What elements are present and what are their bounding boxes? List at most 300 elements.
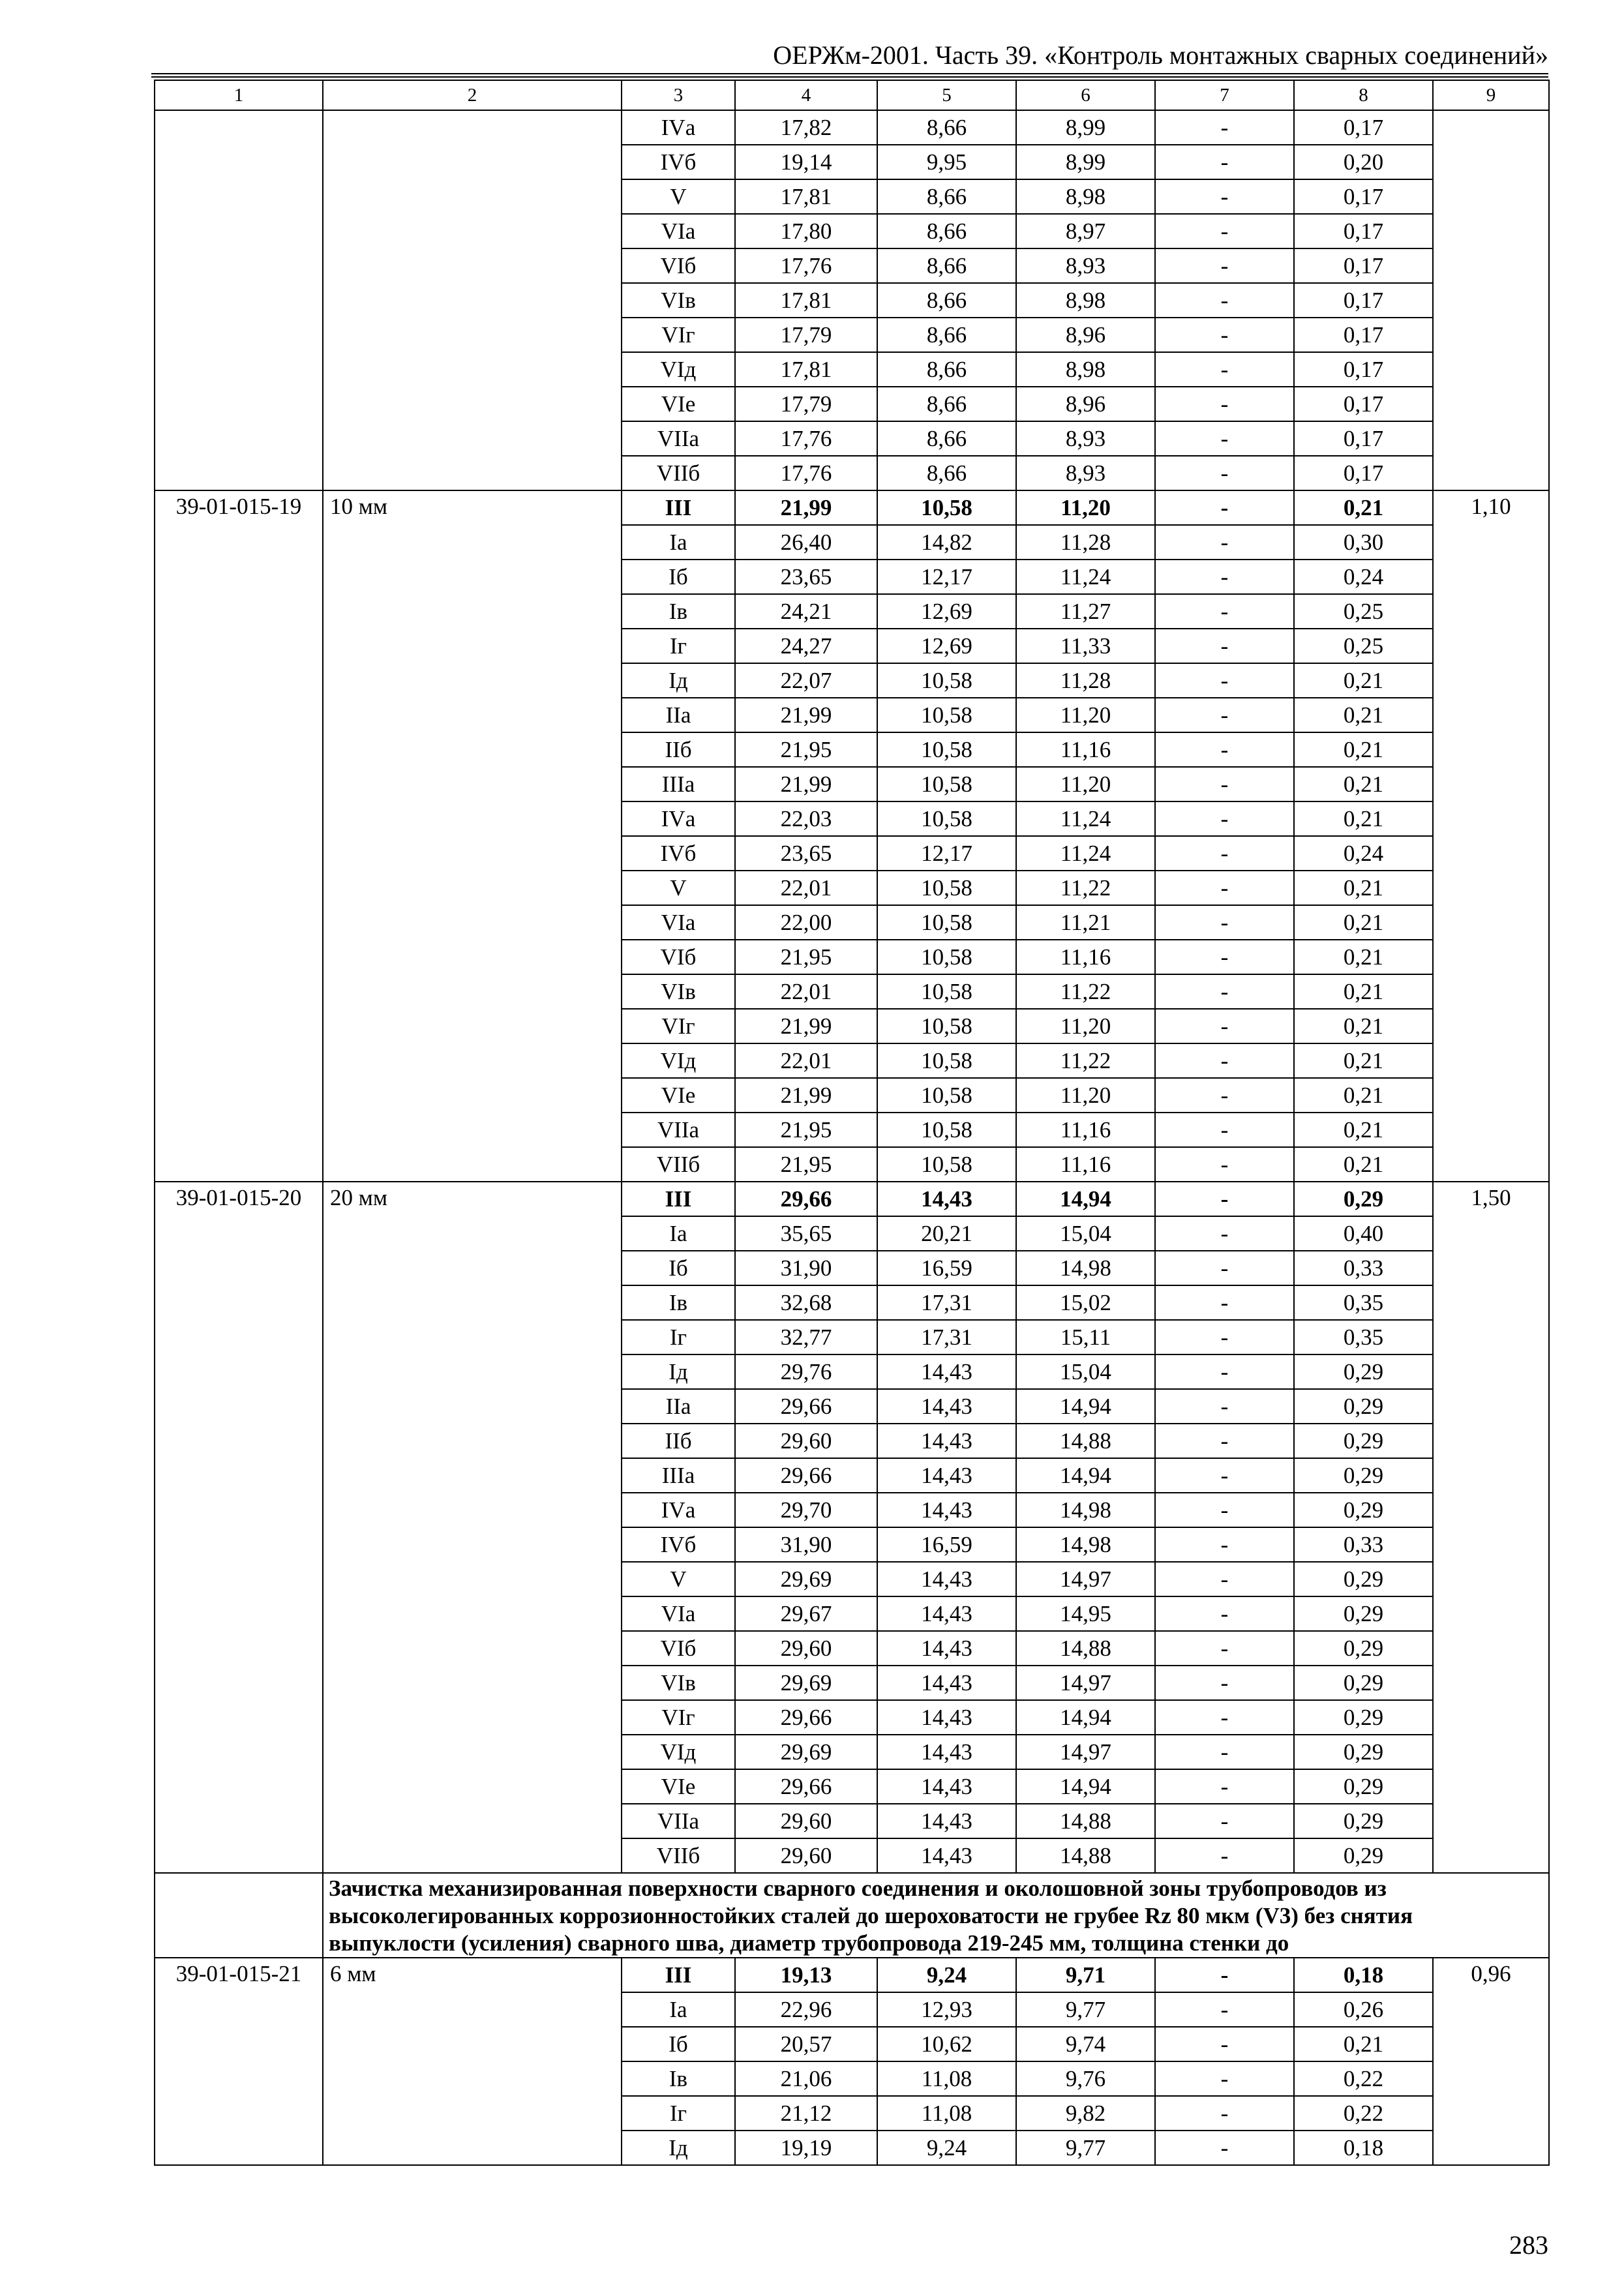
value-cell-col4: 22,96: [735, 1992, 877, 2027]
class-cell: Iб: [622, 1251, 735, 1285]
value-cell-col5: 14,43: [877, 1424, 1016, 1458]
rate-code-cell: 39-01-015-20: [155, 1182, 323, 1873]
class-cell: IVб: [622, 145, 735, 179]
class-cell: VIIа: [622, 1804, 735, 1838]
value-cell-col8: 0,17: [1294, 352, 1433, 387]
value-cell-col5: 9,24: [877, 2131, 1016, 2165]
value-cell-col7: -: [1155, 1009, 1294, 1043]
value-cell-col7: -: [1155, 1389, 1294, 1424]
value-cell-col4: 23,65: [735, 560, 877, 594]
value-cell-col4: 20,57: [735, 2027, 877, 2061]
value-cell-col6: 11,33: [1016, 629, 1155, 663]
value-cell-col4: 32,68: [735, 1285, 877, 1320]
value-cell-col5: 10,58: [877, 1078, 1016, 1113]
value-cell-col8: 0,29: [1294, 1493, 1433, 1527]
value-cell-col8: 0,21: [1294, 1147, 1433, 1182]
value-cell-col4: 21,95: [735, 940, 877, 974]
value-cell-col6: 11,28: [1016, 663, 1155, 698]
section-description: Зачистка механизированная поверхности сварного соединения и околошовной зоны трубопроводов из высоколегированных коррозионностойких сталей до шероховатости не грубее Rz 80 мкм (V3) без снятия выпуклости (усиления) сварного шва, диаметр трубопровода 219-245 мм, толщина стенки до: [323, 1873, 1549, 1958]
value-cell-col7: -: [1155, 1769, 1294, 1804]
value-cell-col6: 11,20: [1016, 767, 1155, 801]
value-cell-col4: 21,95: [735, 1147, 877, 1182]
value-cell-col4: 32,77: [735, 1320, 877, 1354]
value-cell-col8: 0,21: [1294, 2027, 1433, 2061]
col9-cell: 0,96: [1433, 1958, 1549, 2165]
value-cell-col5: 8,66: [877, 387, 1016, 421]
value-cell-col7: -: [1155, 1078, 1294, 1113]
value-cell-col8: 0,29: [1294, 1804, 1433, 1838]
value-cell-col4: 29,69: [735, 1735, 877, 1769]
value-cell-col6: 11,24: [1016, 560, 1155, 594]
value-cell-col4: 22,01: [735, 974, 877, 1009]
value-cell-col7: -: [1155, 1216, 1294, 1251]
value-cell-col6: 14,94: [1016, 1700, 1155, 1735]
value-cell-col7: -: [1155, 1354, 1294, 1389]
value-cell-col5: 11,08: [877, 2096, 1016, 2131]
value-cell-col4: 21,95: [735, 732, 877, 767]
value-cell-col6: 11,16: [1016, 732, 1155, 767]
value-cell-col7: -: [1155, 1992, 1294, 2027]
value-cell-col4: 29,69: [735, 1666, 877, 1700]
class-cell: Iг: [622, 2096, 735, 2131]
value-cell-col5: 14,43: [877, 1493, 1016, 1527]
value-cell-col6: 9,82: [1016, 2096, 1155, 2131]
value-cell-col8: 0,30: [1294, 525, 1433, 560]
column-number: 1: [155, 80, 323, 110]
value-cell-col7: -: [1155, 1285, 1294, 1320]
class-cell: VIе: [622, 1769, 735, 1804]
value-cell-col5: 14,43: [877, 1735, 1016, 1769]
wall-thickness-cell: 6 мм: [323, 1958, 622, 2165]
value-cell-col5: 16,59: [877, 1527, 1016, 1562]
value-cell-col6: 11,20: [1016, 1078, 1155, 1113]
class-cell: VIб: [622, 248, 735, 283]
value-cell-col8: 0,21: [1294, 940, 1433, 974]
class-cell: VIв: [622, 974, 735, 1009]
value-cell-col8: 0,21: [1294, 801, 1433, 836]
value-cell-col6: 14,97: [1016, 1562, 1155, 1596]
value-cell-col5: 10,62: [877, 2027, 1016, 2061]
value-cell-col5: 8,66: [877, 110, 1016, 145]
value-cell-col7: -: [1155, 1493, 1294, 1527]
value-cell-col7: -: [1155, 1182, 1294, 1216]
value-cell-col7: -: [1155, 318, 1294, 352]
value-cell-col5: 9,24: [877, 1958, 1016, 1992]
value-cell-col4: 29,60: [735, 1804, 877, 1838]
table-row: [155, 110, 1549, 145]
rates-table: [154, 80, 1550, 2166]
rate-code-cell: 39-01-015-21: [155, 1958, 323, 2165]
value-cell-col5: 12,69: [877, 629, 1016, 663]
value-cell-col4: 29,66: [735, 1389, 877, 1424]
class-cell: VIг: [622, 1009, 735, 1043]
value-cell-col4: 17,81: [735, 283, 877, 318]
class-cell: Iа: [622, 1216, 735, 1251]
value-cell-col4: 17,76: [735, 456, 877, 490]
value-cell-col6: 11,16: [1016, 1147, 1155, 1182]
value-cell-col8: 0,29: [1294, 1631, 1433, 1666]
value-cell-col4: 21,99: [735, 490, 877, 525]
col9-cell: 1,10: [1433, 490, 1549, 1182]
value-cell-col7: -: [1155, 490, 1294, 525]
value-cell-col7: -: [1155, 283, 1294, 318]
value-cell-col7: -: [1155, 767, 1294, 801]
class-cell: Iа: [622, 525, 735, 560]
value-cell-col7: -: [1155, 940, 1294, 974]
value-cell-col7: -: [1155, 663, 1294, 698]
value-cell-col7: -: [1155, 801, 1294, 836]
value-cell-col8: 0,17: [1294, 387, 1433, 421]
value-cell-col7: -: [1155, 352, 1294, 387]
value-cell-col5: 10,58: [877, 1043, 1016, 1078]
value-cell-col6: 11,21: [1016, 905, 1155, 940]
class-cell: IIIа: [622, 767, 735, 801]
value-cell-col8: 0,29: [1294, 1182, 1433, 1216]
value-cell-col8: 0,21: [1294, 905, 1433, 940]
value-cell-col4: 23,65: [735, 836, 877, 871]
value-cell-col4: 21,99: [735, 1009, 877, 1043]
class-cell: IIIа: [622, 1458, 735, 1493]
wall-thickness-cell: [323, 110, 622, 490]
class-cell: VIа: [622, 1596, 735, 1631]
value-cell-col7: -: [1155, 387, 1294, 421]
value-cell-col8: 0,18: [1294, 2131, 1433, 2165]
value-cell-col6: 14,97: [1016, 1666, 1155, 1700]
value-cell-col5: 10,58: [877, 1009, 1016, 1043]
value-cell-col6: 9,76: [1016, 2061, 1155, 2096]
value-cell-col5: 14,43: [877, 1804, 1016, 1838]
value-cell-col8: 0,29: [1294, 1389, 1433, 1424]
column-number: 4: [735, 80, 877, 110]
value-cell-col6: 14,94: [1016, 1389, 1155, 1424]
value-cell-col5: 14,43: [877, 1666, 1016, 1700]
value-cell-col7: -: [1155, 1735, 1294, 1769]
value-cell-col6: 14,98: [1016, 1251, 1155, 1285]
value-cell-col7: -: [1155, 1458, 1294, 1493]
value-cell-col8: 0,29: [1294, 1354, 1433, 1389]
value-cell-col5: 8,66: [877, 214, 1016, 248]
class-cell: V: [622, 1562, 735, 1596]
table-row: [155, 490, 1549, 525]
column-number: 7: [1155, 80, 1294, 110]
class-cell: IIа: [622, 698, 735, 732]
value-cell-col8: 0,24: [1294, 836, 1433, 871]
value-cell-col5: 12,17: [877, 560, 1016, 594]
value-cell-col6: 14,88: [1016, 1631, 1155, 1666]
value-cell-col7: -: [1155, 214, 1294, 248]
value-cell-col8: 0,29: [1294, 1735, 1433, 1769]
value-cell-col8: 0,17: [1294, 456, 1433, 490]
value-cell-col7: -: [1155, 1527, 1294, 1562]
class-cell: VIд: [622, 1043, 735, 1078]
value-cell-col7: -: [1155, 110, 1294, 145]
value-cell-col7: -: [1155, 1838, 1294, 1873]
class-cell: Iг: [622, 1320, 735, 1354]
class-cell: IIа: [622, 1389, 735, 1424]
value-cell-col5: 8,66: [877, 248, 1016, 283]
value-cell-col6: 11,20: [1016, 1009, 1155, 1043]
value-cell-col4: 21,06: [735, 2061, 877, 2096]
header-rule: [151, 73, 1548, 74]
value-cell-col4: 17,82: [735, 110, 877, 145]
value-cell-col5: 8,66: [877, 352, 1016, 387]
value-cell-col5: 14,43: [877, 1182, 1016, 1216]
value-cell-col4: 26,40: [735, 525, 877, 560]
value-cell-col4: 21,99: [735, 698, 877, 732]
value-cell-col7: -: [1155, 1043, 1294, 1078]
value-cell-col4: 21,99: [735, 767, 877, 801]
value-cell-col4: 22,01: [735, 1043, 877, 1078]
class-cell: IIб: [622, 1424, 735, 1458]
value-cell-col6: 14,88: [1016, 1424, 1155, 1458]
value-cell-col4: 21,95: [735, 1113, 877, 1147]
value-cell-col4: 29,60: [735, 1838, 877, 1873]
value-cell-col6: 8,93: [1016, 248, 1155, 283]
value-cell-col7: -: [1155, 1113, 1294, 1147]
value-cell-col7: -: [1155, 1958, 1294, 1992]
value-cell-col4: 29,66: [735, 1769, 877, 1804]
value-cell-col6: 9,77: [1016, 2131, 1155, 2165]
value-cell-col6: 11,22: [1016, 974, 1155, 1009]
value-cell-col7: -: [1155, 2027, 1294, 2061]
value-cell-col6: 15,02: [1016, 1285, 1155, 1320]
value-cell-col8: 0,17: [1294, 110, 1433, 145]
value-cell-col5: 10,58: [877, 940, 1016, 974]
column-number-row: [155, 80, 1549, 110]
class-cell: Iб: [622, 2027, 735, 2061]
value-cell-col5: 10,58: [877, 490, 1016, 525]
page-number: 283: [1509, 2230, 1548, 2260]
value-cell-col6: 11,16: [1016, 940, 1155, 974]
value-cell-col6: 14,94: [1016, 1769, 1155, 1804]
value-cell-col6: 8,93: [1016, 421, 1155, 456]
value-cell-col8: 0,21: [1294, 871, 1433, 905]
value-cell-col6: 14,94: [1016, 1182, 1155, 1216]
section-blank-cell: [155, 1873, 323, 1958]
rate-code-cell: [155, 110, 323, 490]
column-number: 3: [622, 80, 735, 110]
value-cell-col7: -: [1155, 1424, 1294, 1458]
value-cell-col7: -: [1155, 145, 1294, 179]
class-cell: VIг: [622, 1700, 735, 1735]
value-cell-col8: 0,40: [1294, 1216, 1433, 1251]
value-cell-col6: 14,88: [1016, 1838, 1155, 1873]
value-cell-col7: -: [1155, 836, 1294, 871]
value-cell-col6: 8,96: [1016, 387, 1155, 421]
value-cell-col5: 14,43: [877, 1769, 1016, 1804]
value-cell-col5: 17,31: [877, 1285, 1016, 1320]
value-cell-col7: -: [1155, 2096, 1294, 2131]
value-cell-col4: 35,65: [735, 1216, 877, 1251]
value-cell-col6: 9,77: [1016, 1992, 1155, 2027]
value-cell-col6: 14,97: [1016, 1735, 1155, 1769]
value-cell-col4: 17,81: [735, 352, 877, 387]
value-cell-col6: 11,24: [1016, 836, 1155, 871]
column-number: 6: [1016, 80, 1155, 110]
value-cell-col7: -: [1155, 525, 1294, 560]
value-cell-col8: 0,29: [1294, 1596, 1433, 1631]
class-cell: Iа: [622, 1992, 735, 2027]
class-cell: IVа: [622, 110, 735, 145]
value-cell-col4: 29,70: [735, 1493, 877, 1527]
class-cell: III: [622, 1958, 735, 1992]
value-cell-col5: 17,31: [877, 1320, 1016, 1354]
value-cell-col8: 0,21: [1294, 490, 1433, 525]
class-cell: III: [622, 1182, 735, 1216]
class-cell: VIв: [622, 1666, 735, 1700]
class-cell: IVб: [622, 1527, 735, 1562]
value-cell-col8: 0,17: [1294, 214, 1433, 248]
value-cell-col7: -: [1155, 421, 1294, 456]
value-cell-col8: 0,25: [1294, 594, 1433, 629]
value-cell-col5: 8,66: [877, 421, 1016, 456]
value-cell-col8: 0,21: [1294, 698, 1433, 732]
value-cell-col7: -: [1155, 248, 1294, 283]
value-cell-col4: 29,67: [735, 1596, 877, 1631]
value-cell-col7: -: [1155, 1700, 1294, 1735]
value-cell-col4: 17,81: [735, 179, 877, 214]
value-cell-col5: 14,43: [877, 1562, 1016, 1596]
column-number: 5: [877, 80, 1016, 110]
value-cell-col8: 0,17: [1294, 248, 1433, 283]
wall-thickness-cell: 20 мм: [323, 1182, 622, 1873]
value-cell-col6: 11,22: [1016, 871, 1155, 905]
value-cell-col5: 8,66: [877, 318, 1016, 352]
class-cell: VIг: [622, 318, 735, 352]
class-cell: VIа: [622, 214, 735, 248]
value-cell-col8: 0,29: [1294, 1562, 1433, 1596]
class-cell: Iв: [622, 1285, 735, 1320]
value-cell-col4: 29,76: [735, 1354, 877, 1389]
value-cell-col6: 8,98: [1016, 179, 1155, 214]
value-cell-col4: 17,80: [735, 214, 877, 248]
value-cell-col5: 10,58: [877, 1147, 1016, 1182]
value-cell-col5: 9,95: [877, 145, 1016, 179]
class-cell: III: [622, 490, 735, 525]
class-cell: Iг: [622, 629, 735, 663]
col9-cell: 1,50: [1433, 1182, 1549, 1873]
class-cell: IVа: [622, 801, 735, 836]
value-cell-col7: -: [1155, 1666, 1294, 1700]
value-cell-col8: 0,21: [1294, 1113, 1433, 1147]
value-cell-col6: 15,04: [1016, 1216, 1155, 1251]
value-cell-col6: 9,71: [1016, 1958, 1155, 1992]
value-cell-col5: 10,58: [877, 663, 1016, 698]
value-cell-col8: 0,25: [1294, 629, 1433, 663]
value-cell-col4: 29,66: [735, 1458, 877, 1493]
column-number: 8: [1294, 80, 1433, 110]
value-cell-col4: 17,79: [735, 318, 877, 352]
value-cell-col7: -: [1155, 1320, 1294, 1354]
value-cell-col5: 20,21: [877, 1216, 1016, 1251]
value-cell-col4: 29,60: [735, 1424, 877, 1458]
class-cell: Iв: [622, 2061, 735, 2096]
value-cell-col8: 0,29: [1294, 1838, 1433, 1873]
value-cell-col8: 0,21: [1294, 1078, 1433, 1113]
value-cell-col5: 16,59: [877, 1251, 1016, 1285]
value-cell-col8: 0,26: [1294, 1992, 1433, 2027]
value-cell-col8: 0,29: [1294, 1424, 1433, 1458]
value-cell-col4: 21,12: [735, 2096, 877, 2131]
value-cell-col6: 11,22: [1016, 1043, 1155, 1078]
value-cell-col8: 0,29: [1294, 1666, 1433, 1700]
value-cell-col7: -: [1155, 905, 1294, 940]
value-cell-col7: -: [1155, 456, 1294, 490]
class-cell: VIIа: [622, 1113, 735, 1147]
value-cell-col4: 19,14: [735, 145, 877, 179]
value-cell-col7: -: [1155, 1562, 1294, 1596]
value-cell-col4: 31,90: [735, 1527, 877, 1562]
value-cell-col8: 0,21: [1294, 1043, 1433, 1078]
value-cell-col7: -: [1155, 974, 1294, 1009]
value-cell-col7: -: [1155, 560, 1294, 594]
value-cell-col8: 0,17: [1294, 421, 1433, 456]
header-rule: [151, 76, 1548, 78]
value-cell-col8: 0,33: [1294, 1527, 1433, 1562]
value-cell-col5: 10,58: [877, 974, 1016, 1009]
value-cell-col4: 22,00: [735, 905, 877, 940]
value-cell-col7: -: [1155, 698, 1294, 732]
value-cell-col5: 14,43: [877, 1700, 1016, 1735]
value-cell-col7: -: [1155, 2131, 1294, 2165]
class-cell: V: [622, 179, 735, 214]
value-cell-col7: -: [1155, 1147, 1294, 1182]
value-cell-col7: -: [1155, 1631, 1294, 1666]
value-cell-col5: 14,43: [877, 1389, 1016, 1424]
value-cell-col5: 8,66: [877, 283, 1016, 318]
value-cell-col6: 14,94: [1016, 1458, 1155, 1493]
value-cell-col6: 11,27: [1016, 594, 1155, 629]
value-cell-col8: 0,22: [1294, 2096, 1433, 2131]
value-cell-col4: 31,90: [735, 1251, 877, 1285]
value-cell-col6: 11,24: [1016, 801, 1155, 836]
value-cell-col8: 0,17: [1294, 318, 1433, 352]
class-cell: VIIа: [622, 421, 735, 456]
value-cell-col8: 0,20: [1294, 145, 1433, 179]
class-cell: VIв: [622, 283, 735, 318]
value-cell-col7: -: [1155, 594, 1294, 629]
column-number: 9: [1433, 80, 1549, 110]
value-cell-col5: 14,43: [877, 1596, 1016, 1631]
class-cell: IVб: [622, 836, 735, 871]
column-number: 2: [323, 80, 622, 110]
value-cell-col8: 0,29: [1294, 1769, 1433, 1804]
col9-cell: [1433, 110, 1549, 490]
value-cell-col5: 11,08: [877, 2061, 1016, 2096]
value-cell-col6: 8,96: [1016, 318, 1155, 352]
value-cell-col4: 19,19: [735, 2131, 877, 2165]
value-cell-col8: 0,17: [1294, 283, 1433, 318]
class-cell: Iд: [622, 663, 735, 698]
value-cell-col5: 10,58: [877, 871, 1016, 905]
class-cell: Iд: [622, 1354, 735, 1389]
class-cell: Iб: [622, 560, 735, 594]
value-cell-col7: -: [1155, 2061, 1294, 2096]
running-header: ОЕРЖм-2001. Часть 39. «Контроль монтажных сварных соединений»: [773, 40, 1548, 70]
value-cell-col6: 11,28: [1016, 525, 1155, 560]
value-cell-col5: 8,66: [877, 179, 1016, 214]
class-cell: VIIб: [622, 1838, 735, 1873]
value-cell-col5: 10,58: [877, 767, 1016, 801]
value-cell-col6: 8,93: [1016, 456, 1155, 490]
value-cell-col6: 8,98: [1016, 283, 1155, 318]
value-cell-col5: 12,17: [877, 836, 1016, 871]
class-cell: V: [622, 871, 735, 905]
value-cell-col8: 0,29: [1294, 1458, 1433, 1493]
value-cell-col5: 14,43: [877, 1354, 1016, 1389]
value-cell-col4: 17,76: [735, 248, 877, 283]
value-cell-col7: -: [1155, 179, 1294, 214]
